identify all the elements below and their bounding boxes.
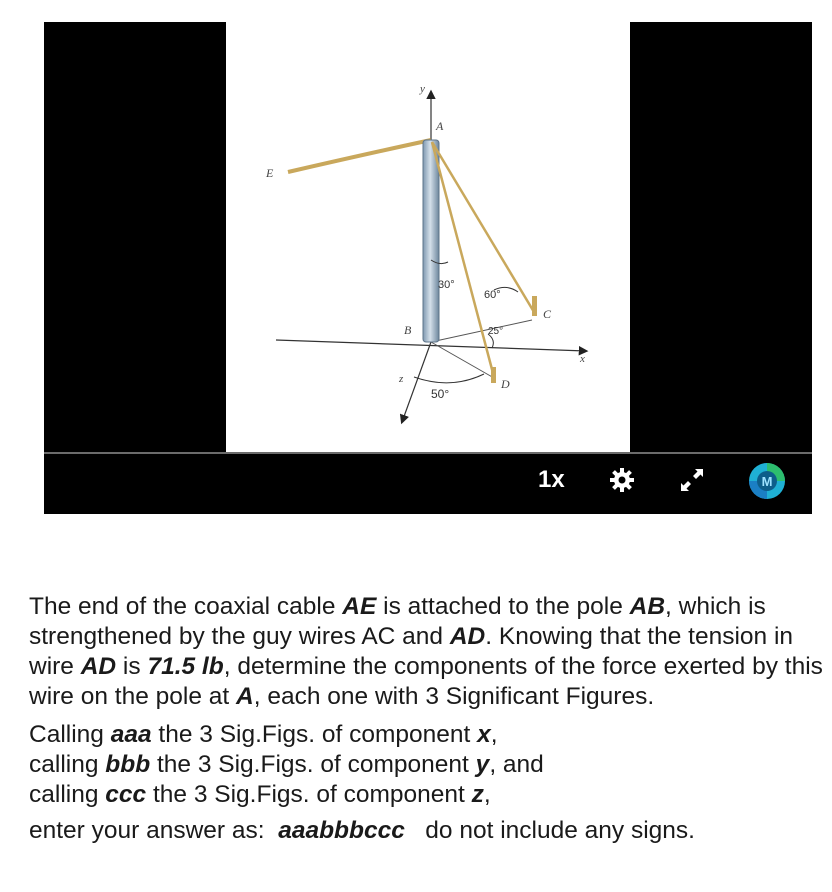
pole-ab <box>423 140 439 342</box>
arc-50 <box>414 374 484 383</box>
problem-figure <box>226 22 630 452</box>
angle-60: 60° <box>484 289 501 301</box>
axis-label-z: z <box>399 373 404 385</box>
angle-25: 25° <box>488 326 504 337</box>
label-b: B <box>404 323 412 337</box>
label-d: D <box>501 377 510 391</box>
anchor-c <box>532 296 537 316</box>
cable-ae <box>288 140 431 172</box>
answer-format: enter your answer as: aaabbbccc do not include any signs. <box>29 817 695 844</box>
playback-speed-button[interactable]: 1x <box>538 466 565 493</box>
component-definitions <box>29 720 829 810</box>
brand-logo-icon[interactable] <box>748 462 786 505</box>
settings-icon[interactable] <box>608 466 636 499</box>
line-y: calling bbb the 3 Sig.Figs. of component y, and <box>29 751 544 778</box>
problem-statement: The end of the coaxial cable AE is attached to the pole AB, which is strengthened by the guy wires AC and AD. Knowing that the tension in wire AD is 71.5 lb, determine the components of the force exerted by this wire on the pole at A, each one with 3 Significant Figures. <box>29 593 823 710</box>
line-z: calling ccc the 3 Sig.Figs. of component z, <box>29 781 491 808</box>
anchor-d <box>491 367 496 383</box>
figure-svg <box>226 22 630 452</box>
axis-label-y: y <box>420 83 425 95</box>
label-a: A <box>436 119 444 133</box>
wire-ad <box>432 142 494 377</box>
axis-label-x: x <box>580 353 585 365</box>
angle-50: 50° <box>431 387 450 401</box>
label-c: C <box>543 307 552 321</box>
svg-text:M: M <box>761 474 773 489</box>
z-axis <box>402 342 431 422</box>
question-text <box>29 592 829 846</box>
fullscreen-icon[interactable] <box>678 466 706 499</box>
angle-30: 30° <box>438 279 455 291</box>
label-e: E <box>266 166 274 180</box>
line-x: Calling aaa the 3 Sig.Figs. of component x, <box>29 721 498 748</box>
progress-divider[interactable] <box>44 452 812 454</box>
